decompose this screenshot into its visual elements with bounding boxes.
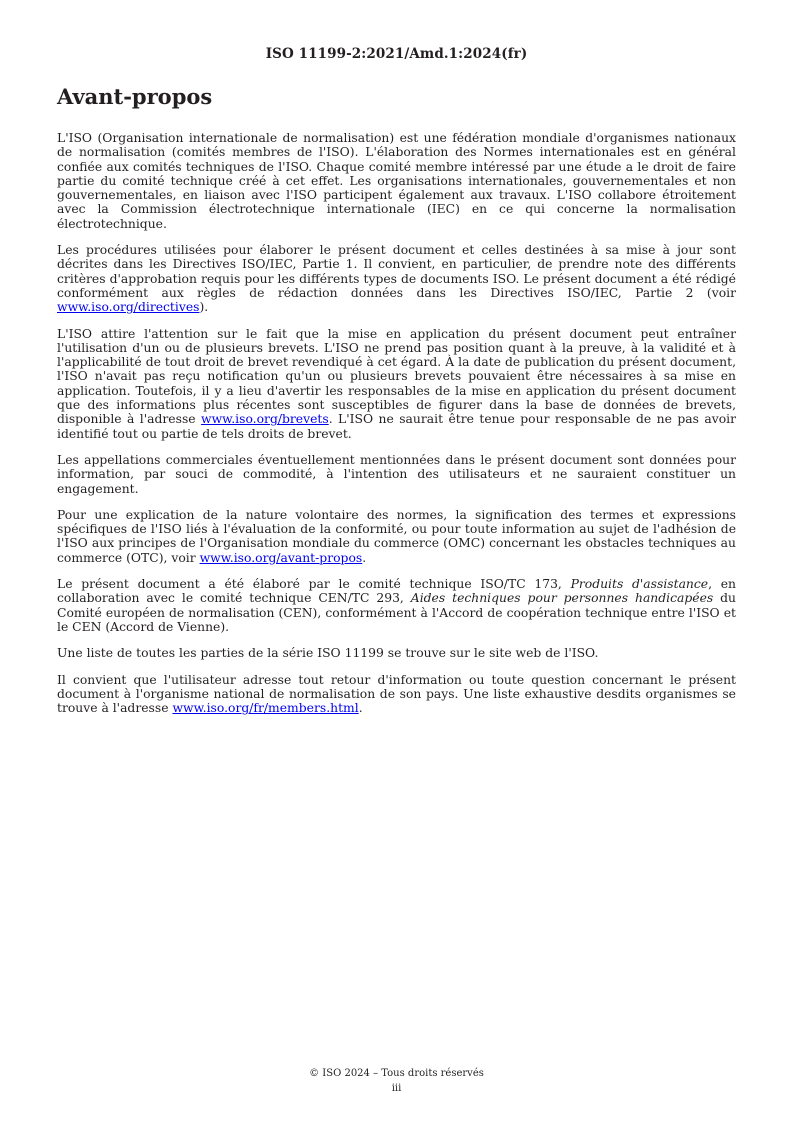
copyright-notice: © ISO 2024 – Tous droits réservés [309,1068,484,1079]
committee-name-cen: Aides techniques pour personnes handicapées [410,591,714,606]
page-footer [0,1066,793,1096]
paragraph-text: Il convient que l'utilisateur adresse tout retour d'information ou toute question concernant le présent document à l'organisme national de normalisation de son pays. Une liste exhaustive desdits organismes se trouve à l'adresse [57,672,736,716]
paragraph-text-end: . L'ISO ne saurait être tenue pour responsable de ne pas avoir identifié tout ou partie de tels droits de brevet. [57,412,736,441]
paragraph-text: Les procédures utilisées pour élaborer le présent document et celles destinées à sa mise à jour sont décrites dans les Directives ISO/IEC, Partie 1. Il convient, en particulier, de prendre note des différents critères d'approbation requis pour les différents types de documents ISO. Le présent document a été rédigé conformément aux règles de rédaction données dans les Directives ISO/IEC, Partie 2 (voir [57,243,736,300]
document-header: ISO 11199-2:2021/Amd.1:2024(fr) [265,46,528,62]
paragraph-feedback [57,673,736,716]
paragraph-trade-names: Les appellations commerciales éventuellement mentionnées dans le présent document sont données pour information, par souci de commodité, à l'intention des utilisateurs et ne sauraient constituer un engagement. [57,452,736,496]
paragraph-patents [57,327,736,441]
paragraph-text-end: du Comité européen de normalisation (CEN), conformément à l'Accord de coopération technique entre l'ISO et le CEN (Accord de Vienne). [57,591,736,634]
paragraph-procedures [57,243,736,314]
link-directives[interactable]: www.iso.org/directives [57,300,200,315]
paragraph-iso-overview: L'ISO (Organisation internationale de normalisation) est une fédération mondiale d'organismes nationaux de normalisation (comités membres de l'ISO). L'élaboration des Normes internationales est en général confiée aux comités techniques de l'ISO. Chaque comité membre intéressé par une étude a le droit de faire partie du comité technique créé à cet effet. Les organisations internationales, gouvernementales et non gouvernementales, en liaison avec l'ISO participent également aux travaux. L'ISO collabore étroitement avec la Commission électrotechnique internationale (IEC) en ce qui concerne la normalisation électrotechnique. [57,131,736,231]
link-brevets[interactable]: www.iso.org/brevets [201,412,329,427]
paragraph-committee [57,577,736,634]
paragraph-text-end: . [358,701,363,716]
paragraph-text: Le présent document a été élaboré par le comité technique ISO/TC 173, [57,577,571,592]
document-body [57,131,736,727]
paragraph-text-end: . [362,550,367,565]
paragraph-series-list: Une liste de toutes les parties de la série ISO 11199 se trouve sur le site web de l'ISO. [57,646,599,661]
page-number: iii [391,1083,402,1094]
paragraph-text: , en collaboration avec le comité technique CEN/TC 293, [57,577,737,606]
paragraph-text: Pour une explication de la nature volontaire des normes, la signification des termes et expressions spécifiques de l'ISO liés à l'évaluation de la conformité, ou pour toute information au sujet de l'adhésion de l'ISO aux principes de l'Organisation mondiale du commerce (OMC) concernant les obstacles techniques au commerce (OTC), voir [57,507,736,565]
paragraph-text: L'ISO attire l'attention sur le fait que la mise en application du présent document peut entraîner l'utilisation d'un ou de plusieurs brevets. L'ISO ne prend pas position quant à la preuve, à la validité et à l'applicabilité de tout droit de brevet revendiqué à cet égard. À la date de publication du présent document, l'ISO n'avait pas reçu notification qu'un ou plusieurs brevets pouvaient être nécessaires à sa mise en application. Toutefois, il y a lieu d'avertir les responsables de la mise en application du présent document que des informations plus récentes sont susceptibles de figurer dans la base de données de brevets, disponible à l'adresse [57,326,736,427]
link-avant-propos[interactable]: www.iso.org/avant-propos [199,550,363,565]
page-title: Avant-propos [57,84,213,109]
paragraph-text-end: ). [199,300,209,315]
link-members[interactable]: www.iso.org/fr/members.html [172,701,359,716]
committee-name-iso: Produits d'assistance [570,577,709,592]
paragraph-voluntary-nature [57,508,736,565]
